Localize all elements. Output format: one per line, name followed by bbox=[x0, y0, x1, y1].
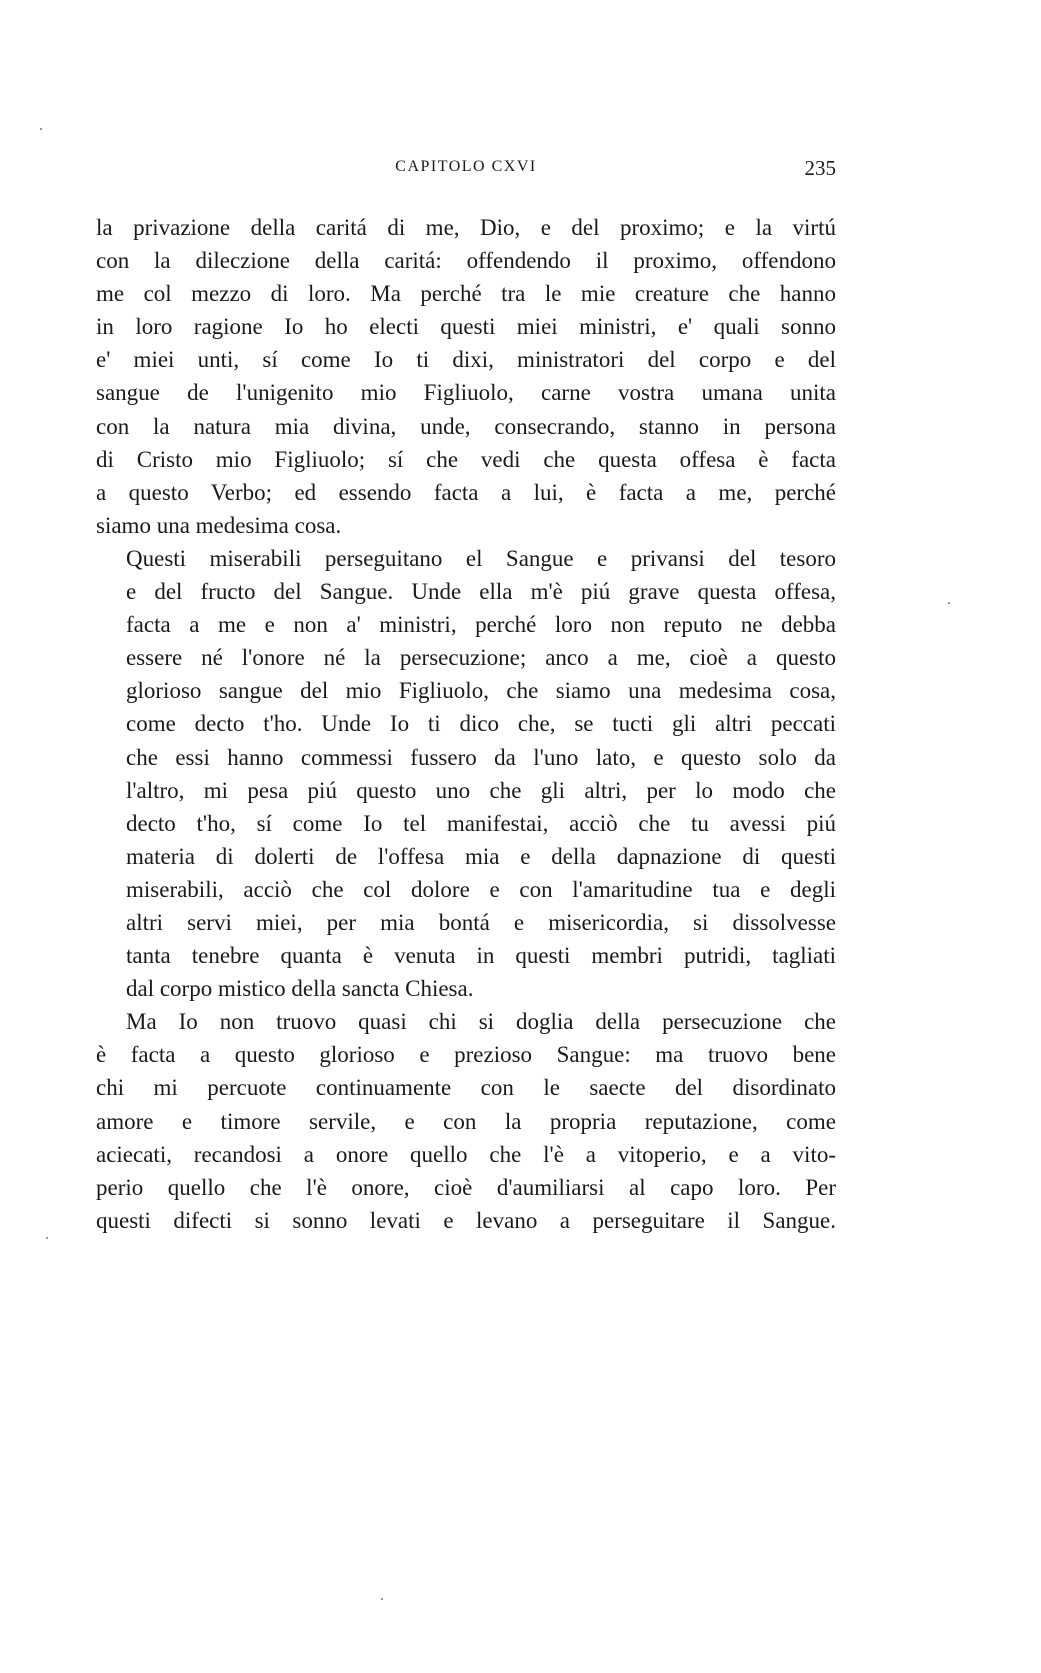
body-text bbox=[96, 211, 836, 1237]
text-line: come decto t'ho. Unde Io ti dico che, se tucti gli altri peccati bbox=[126, 711, 836, 737]
paragraph-1 bbox=[96, 211, 836, 542]
text-line: che essi hanno commessi fussero da l'uno lato, e questo solo da bbox=[126, 744, 836, 770]
text-line: e' miei unti, sí come Io ti dixi, ministratori del corpo e del bbox=[96, 347, 836, 373]
paragraph-3 bbox=[96, 1005, 836, 1237]
scan-speck bbox=[381, 1598, 383, 1600]
scan-speck bbox=[948, 602, 950, 604]
scan-speck bbox=[40, 128, 42, 130]
text-line: la privazione della caritá di me, Dio, e del proximo; e la virtú bbox=[96, 215, 836, 240]
text-line: Ma Io non truovo quasi chi si doglia della persecuzione che bbox=[126, 1009, 836, 1035]
text-line: e del fructo del Sangue. Unde ella m'è piú grave questa offesa, bbox=[126, 579, 836, 605]
text-line: con la natura mia divina, unde, consecrando, stanno in persona bbox=[96, 413, 836, 439]
text-line: me col mezzo di loro. Ma perché tra le mie creature che hanno bbox=[96, 281, 836, 307]
text-line: è facta a questo glorioso e prezioso Sangue: ma truovo bene bbox=[96, 1042, 836, 1068]
text-line: Questi miserabili perseguitano el Sangue e privansi del tesoro bbox=[126, 545, 836, 571]
text-line: dal corpo mistico della sancta Chiesa. bbox=[126, 976, 474, 1002]
text-line: glorioso sangue del mio Figliuolo, che siamo una medesima cosa, bbox=[126, 678, 836, 704]
text-line: a questo Verbo; ed essendo facta a lui, è facta a me, perché bbox=[96, 479, 836, 505]
text-line: di Cristo mio Figliuolo; sí che vedi che questa offesa è facta bbox=[96, 446, 836, 472]
text-line: perio quello che l'è onore, cioè d'aumiliarsi al capo loro. Per bbox=[96, 1174, 836, 1200]
page-number: 235 bbox=[804, 156, 836, 180]
text-line: in loro ragione Io ho electi questi miei ministri, e' quali sonno bbox=[96, 314, 836, 340]
paragraph-2 bbox=[96, 542, 836, 1005]
text-line: l'altro, mi pesa piú questo uno che gli altri, per lo modo che bbox=[126, 777, 836, 803]
scan-speck bbox=[46, 1237, 48, 1239]
text-line: facta a me e non a' ministri, perché loro non reputo ne debba bbox=[126, 612, 836, 638]
chapter-title: CAPITOLO CXVI bbox=[395, 158, 537, 175]
text-line: chi mi percuote continuamente con le saecte del disordinato bbox=[96, 1075, 836, 1101]
text-line: decto t'ho, sí come Io tel manifestai, acciò che tu avessi piú bbox=[126, 810, 836, 836]
text-line: miserabili, acciò che col dolore e con l'amaritudine tua e degli bbox=[126, 876, 836, 902]
running-head bbox=[96, 158, 836, 182]
text-line: sangue de l'unigenito mio Figliuolo, carne vostra umana unita bbox=[96, 380, 836, 406]
text-line: questi difecti si sonno levati e levano a perseguitare il Sangue. bbox=[96, 1207, 836, 1233]
text-line: essere né l'onore né la persecuzione; anco a me, cioè a questo bbox=[126, 645, 836, 671]
text-line: siamo una medesima cosa. bbox=[96, 512, 342, 538]
text-line: aciecati, recandosi a onore quello che l'è a vitoperio, e a vito- bbox=[96, 1141, 836, 1167]
text-line: tanta tenebre quanta è venuta in questi membri putridi, tagliati bbox=[126, 943, 836, 969]
text-line: altri servi miei, per mia bontá e misericordia, si dissolvesse bbox=[126, 909, 836, 935]
text-line: con la dileczione della caritá: offendendo il proximo, offendono bbox=[96, 248, 836, 274]
text-line: amore e timore servile, e con la propria reputazione, come bbox=[96, 1108, 836, 1134]
text-line: materia di dolerti de l'offesa mia e della dapnazione di questi bbox=[126, 843, 836, 869]
